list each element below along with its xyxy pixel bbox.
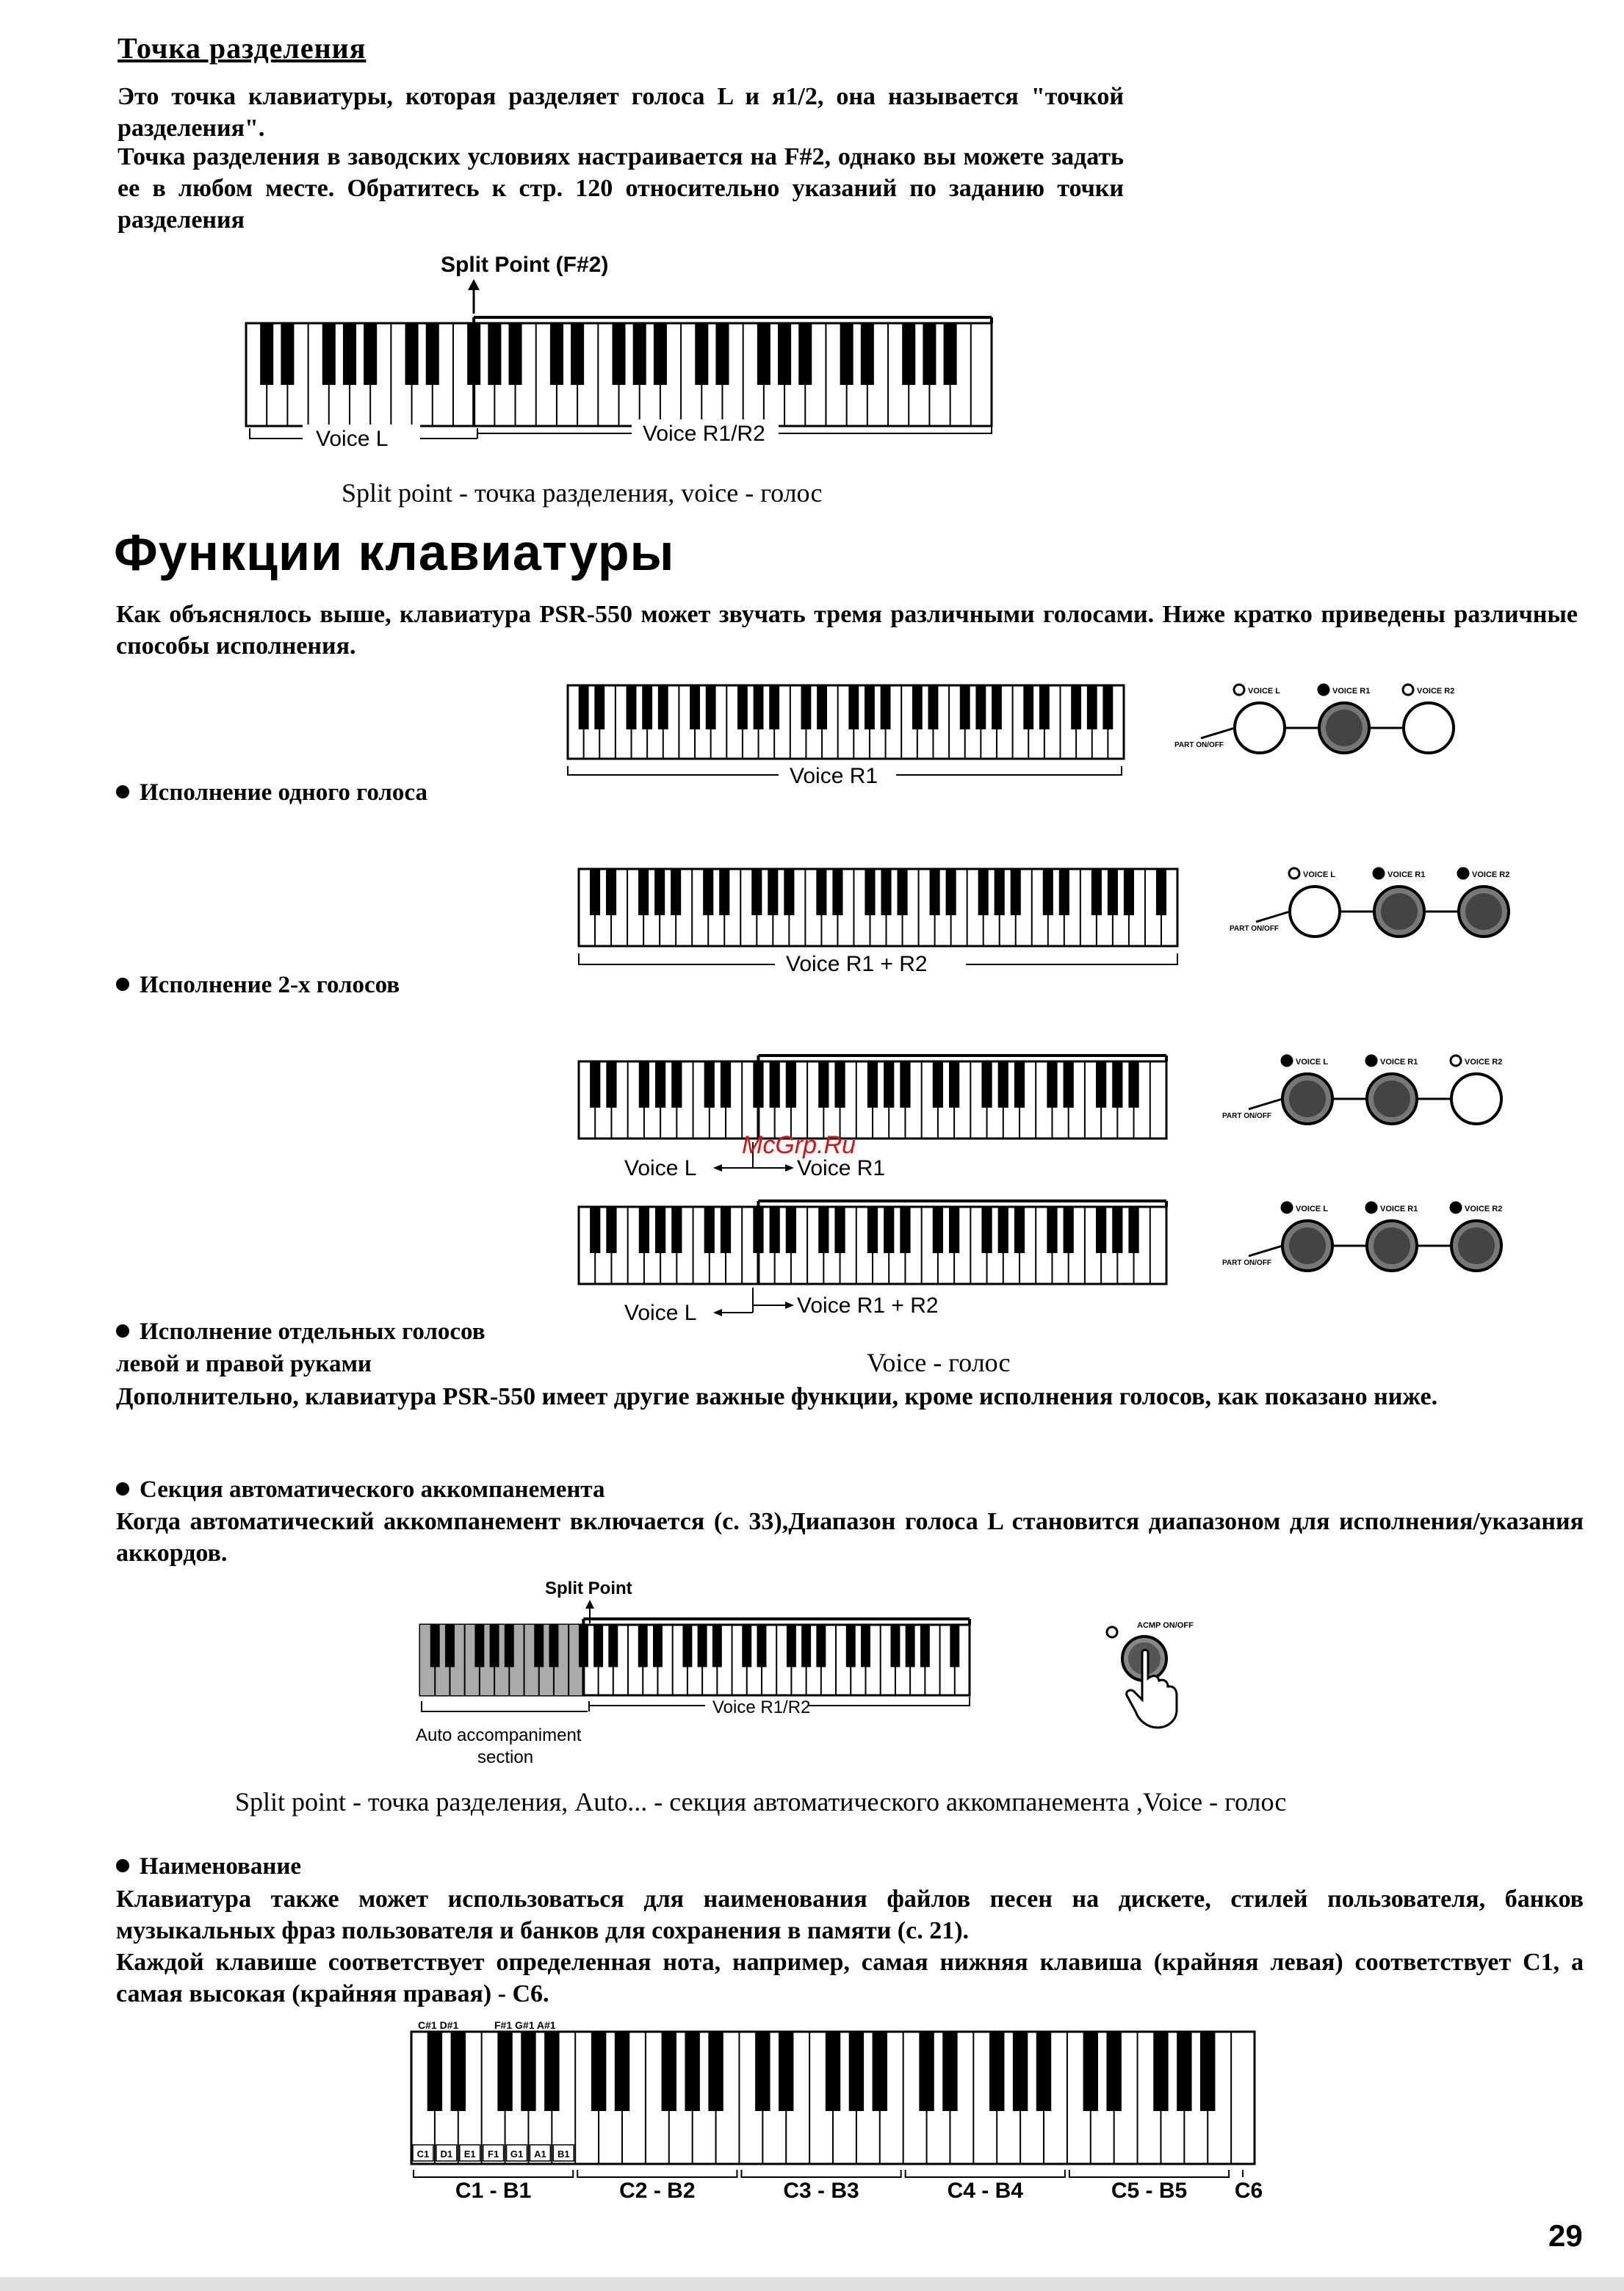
split-point-label: Split Point (F#2)	[441, 253, 609, 277]
paragraph-naming-1: Клавиатура также может использоваться для наименования файлов песен на дискете, стилей пользователя, банков музыкальных фраз пользователя и банков для сохранения в памяти (с. 21).	[116, 1886, 1584, 1944]
bullet-two-voices: Исполнение 2-х голосов	[116, 970, 400, 1001]
paragraph-additional-functions: Дополнительно, клавиатура PSR-550 имеет другие важные функции, кроме исполнения голосов, как показано ниже.	[116, 1383, 1438, 1410]
black-key	[427, 2032, 442, 2111]
paragraph-split-point-2: Точка разделения в заводских условиях настраивается на F#2, однако вы можете задать ее в любом месте. Обратитесь к стр. 120 относительно указаний по заданию точки разделения	[118, 143, 1124, 234]
voice-button-active	[1458, 1227, 1495, 1264]
black-key	[900, 1207, 910, 1253]
voice-indicator-lamp	[1318, 685, 1329, 695]
octave-range-label: C5 - B5	[1111, 2179, 1188, 2203]
black-key	[873, 2032, 887, 2111]
black-key	[642, 685, 652, 729]
voice-r1-r2-label: Voice R1 + R2	[797, 1294, 939, 1318]
black-key	[1091, 869, 1102, 915]
voice-button-label: VOICE L	[1248, 687, 1281, 696]
voice-indicator-lamp	[1366, 1202, 1376, 1213]
black-key	[606, 1061, 616, 1108]
keyboard-two-voices-figure	[577, 863, 1186, 988]
sharp-labels-1: C#1 D#1	[418, 2019, 459, 2031]
black-key	[778, 323, 791, 385]
black-key	[884, 1207, 894, 1253]
voice-indicator-lamp	[1374, 868, 1384, 878]
black-key	[1047, 1207, 1057, 1253]
black-key	[606, 1207, 616, 1253]
caption-auto-accompaniment: Split point - точка разделения, Auto... - секция автоматического аккомпанемента ,Voice - голос	[235, 1787, 1287, 1816]
black-key	[1124, 869, 1134, 915]
black-key	[834, 1061, 845, 1108]
black-key	[653, 1625, 663, 1667]
keyboard-split-voices-figure-2	[577, 1201, 1179, 1333]
black-key	[706, 685, 716, 729]
black-key	[1087, 685, 1097, 729]
split-point-label: Split Point	[545, 1579, 632, 1598]
voice-button-label: VOICE L	[1296, 1205, 1329, 1213]
black-key	[998, 1207, 1008, 1253]
black-key	[703, 869, 713, 915]
paragraph-naming-2: Каждой клавише соответствует определенная нота, например, самая нижняя клавиша (крайняя левая) соответствует С1, а самая высокая (крайняя правая) - С6.	[116, 1949, 1584, 2007]
black-key	[865, 869, 875, 915]
black-key	[690, 685, 700, 729]
black-key	[639, 1061, 649, 1108]
black-key	[786, 1207, 796, 1253]
voice-button-active	[1289, 1080, 1326, 1117]
black-key	[1013, 2032, 1028, 2111]
black-key	[801, 1625, 811, 1667]
voice-button	[1290, 887, 1340, 937]
black-key	[1096, 1207, 1106, 1253]
black-key	[897, 869, 907, 915]
black-key	[861, 323, 874, 385]
paragraph-split-point-1: Это точка клавиатуры, которая разделяет голоса L и я1/2, она называется "точкой разделения".	[118, 83, 1124, 142]
voice-l-label: Voice L	[624, 1301, 697, 1325]
black-key	[704, 1207, 715, 1253]
watermark: McGrp.Ru	[742, 1131, 856, 1159]
keyboard-one-voice-figure	[566, 679, 1138, 801]
black-key	[685, 2032, 699, 2111]
black-key	[818, 1061, 829, 1108]
auto-accompaniment-section-shading	[420, 1625, 583, 1695]
split-point-keyboard-figure	[242, 246, 999, 466]
black-key	[1059, 869, 1069, 915]
black-key	[906, 1625, 915, 1667]
voice-indicator-lamp	[1451, 1202, 1461, 1213]
black-key	[900, 1061, 910, 1108]
black-key	[1128, 1061, 1138, 1108]
voice-buttons-2	[1227, 863, 1520, 948]
section-heading-keyboard-functions: Функции клавиатуры	[114, 524, 675, 581]
black-key	[1153, 2032, 1168, 2111]
black-key	[881, 869, 891, 915]
black-key	[1106, 2032, 1121, 2111]
black-key	[754, 685, 764, 729]
black-key	[840, 323, 853, 385]
acmp-on-off-button-figure	[1102, 1616, 1234, 1733]
black-key	[861, 1625, 870, 1667]
white-note-label: F1	[488, 2149, 499, 2160]
black-key	[919, 2032, 934, 2111]
part-on-off-label: PART ON/OFF	[1222, 1112, 1272, 1120]
voice-indicator-lamp	[1458, 868, 1468, 878]
sharp-labels-2: F#1 G#1 A#1	[494, 2019, 556, 2031]
black-key	[1043, 869, 1053, 915]
black-key	[488, 323, 501, 385]
voice-l-label: Voice L	[316, 427, 389, 451]
black-key	[671, 869, 681, 915]
voice-button-label: VOICE R1	[1332, 687, 1371, 696]
bullet-one-voice: Исполнение одного голоса	[116, 777, 427, 809]
voice-r1-r2-label: Voice R1 + R2	[786, 952, 928, 976]
black-key	[784, 869, 794, 915]
keyboard-diagram	[568, 685, 1124, 759]
black-key	[1177, 2032, 1191, 2111]
black-key	[832, 869, 842, 915]
black-key	[1064, 1061, 1074, 1108]
black-key	[737, 685, 748, 729]
black-key	[509, 323, 522, 385]
black-key	[658, 685, 668, 729]
black-key	[1128, 1207, 1138, 1253]
voice-l-label: Voice L	[624, 1156, 697, 1180]
bullet-naming: Наименование	[116, 1851, 301, 1883]
black-key	[608, 1625, 618, 1667]
black-key	[834, 1207, 845, 1253]
voice-indicator-lamp	[1451, 1056, 1461, 1066]
black-key	[867, 1061, 878, 1108]
black-key	[445, 1625, 455, 1667]
black-key	[933, 1207, 943, 1253]
black-key	[884, 1061, 894, 1108]
voice-button-label: VOICE L	[1296, 1058, 1329, 1067]
black-key	[1014, 1207, 1025, 1253]
black-key	[849, 2032, 864, 2111]
white-note-label: B1	[557, 2149, 570, 2160]
voice-button	[1451, 1074, 1501, 1124]
voice-button-active	[1326, 710, 1363, 746]
black-key	[671, 1207, 682, 1253]
black-key	[981, 1207, 992, 1253]
part-on-off-label: PART ON/OFF	[1174, 741, 1224, 749]
black-key	[639, 1207, 649, 1253]
black-key	[818, 1207, 829, 1253]
black-key	[949, 1207, 959, 1253]
black-key	[755, 2032, 770, 2111]
black-key	[612, 323, 625, 385]
black-key	[654, 323, 667, 385]
white-note-label: E1	[463, 2149, 476, 2160]
voice-r1-label: Voice R1	[797, 1156, 886, 1180]
octave-bracket	[906, 2170, 1065, 2177]
octave-range-label: C2 - B2	[619, 2179, 696, 2203]
black-key	[655, 1061, 665, 1108]
black-key	[1023, 685, 1033, 729]
part-on-off-label: PART ON/OFF	[1222, 1259, 1272, 1267]
black-key	[787, 1625, 796, 1667]
black-key	[1047, 1061, 1057, 1108]
black-key	[770, 1061, 780, 1108]
voice-indicator-lamp	[1403, 685, 1413, 695]
black-key	[912, 685, 923, 729]
octave-range-label: C1 - B1	[455, 2179, 532, 2203]
black-key	[769, 685, 779, 729]
black-key	[826, 2032, 840, 2111]
black-key	[633, 323, 646, 385]
part-on-off-label: PART ON/OFF	[1230, 925, 1280, 933]
black-key	[638, 1625, 648, 1667]
black-key	[426, 323, 439, 385]
white-note-label: D1	[440, 2149, 453, 2160]
black-key	[950, 1625, 959, 1667]
keyboard-diagram	[420, 1619, 970, 1695]
black-key	[786, 1061, 796, 1108]
octave-bracket	[741, 2170, 901, 2177]
black-key	[1039, 685, 1050, 729]
voice-button-active	[1289, 1227, 1326, 1264]
voice-indicator-lamp	[1282, 1056, 1292, 1066]
black-key	[930, 869, 940, 915]
black-key	[343, 323, 356, 385]
black-key	[944, 323, 957, 385]
black-key	[615, 2032, 629, 2111]
black-key	[534, 1625, 544, 1667]
black-key	[817, 685, 827, 729]
black-key	[848, 685, 859, 729]
black-key	[364, 323, 377, 385]
black-key	[715, 323, 729, 385]
voice-indicator-lamp	[1289, 868, 1299, 878]
voice-button-label: VOICE R2	[1417, 687, 1455, 696]
black-key	[946, 869, 956, 915]
octave-bracket	[414, 2170, 573, 2177]
auto-accompaniment-label-2: section	[477, 1747, 534, 1767]
white-note-labels	[413, 2145, 574, 2161]
white-note-label: G1	[510, 2149, 524, 2160]
caption-voice: Voice - голос	[867, 1348, 1011, 1377]
voice-indicator-lamp	[1234, 685, 1244, 695]
black-key	[654, 869, 665, 915]
black-key	[1156, 869, 1166, 915]
voice-button-active	[1465, 893, 1502, 930]
voice-button-label: VOICE R2	[1465, 1205, 1503, 1213]
keyboard-diagram	[246, 317, 992, 426]
black-key	[801, 685, 812, 729]
keyboard-diagram	[579, 869, 1177, 946]
black-key	[1083, 2032, 1098, 2111]
black-key	[989, 2032, 1004, 2111]
black-key	[638, 869, 649, 915]
black-key	[928, 685, 939, 729]
black-key	[867, 1207, 878, 1253]
black-key	[992, 685, 1002, 729]
black-key	[497, 2032, 512, 2111]
range-labels	[414, 2170, 1263, 2203]
black-key	[606, 869, 616, 915]
black-key	[571, 323, 584, 385]
black-key	[1036, 2032, 1051, 2111]
black-key	[751, 869, 762, 915]
black-key	[920, 1625, 930, 1667]
black-key	[978, 869, 989, 915]
octave-range-label: C6	[1234, 2179, 1263, 2203]
voice-buttons-1	[1172, 679, 1455, 760]
black-key	[627, 685, 637, 729]
keyboard-diagram	[411, 2032, 1255, 2164]
black-key	[1112, 1061, 1122, 1108]
voice-buttons-4	[1219, 1197, 1513, 1282]
black-key	[779, 2032, 793, 2111]
black-key	[590, 1061, 600, 1108]
voice-button-active	[1374, 1080, 1410, 1117]
black-key	[260, 323, 273, 385]
voice-button	[1404, 703, 1454, 753]
black-key	[881, 685, 891, 729]
white-note-label: A1	[534, 2149, 546, 2160]
black-key	[865, 685, 875, 729]
voice-button-active	[1374, 1227, 1410, 1264]
section-heading-split-point: Точка разделения	[118, 32, 367, 65]
black-key	[942, 2032, 957, 2111]
voice-button-label: VOICE R1	[1380, 1058, 1418, 1067]
black-key	[1011, 869, 1021, 915]
black-key	[933, 1061, 943, 1108]
octave-range-label: C3 - B3	[783, 2179, 859, 2203]
black-key	[708, 2032, 723, 2111]
black-key	[544, 2032, 559, 2111]
paragraph-auto-accompaniment: Когда автоматический аккомпанемент включается (с. 33),Диапазон голоса L становится диапазоном для исполнения/указания аккордов.	[116, 1508, 1584, 1567]
voice-button-label: VOICE R2	[1465, 1058, 1503, 1067]
voice-indicator-lamp	[1282, 1202, 1292, 1213]
voice-r1-label: Voice R1	[790, 764, 878, 788]
auto-accompaniment-keyboard-figure	[411, 1572, 984, 1778]
white-note-label: C1	[416, 2149, 430, 2160]
black-key	[719, 869, 729, 915]
black-key	[662, 2032, 676, 2111]
acmp-button-label: ACMP ON/OFF	[1137, 1621, 1194, 1630]
black-key	[451, 2032, 466, 2111]
black-key	[490, 1625, 499, 1667]
bullet-auto-accompaniment: Секция автоматического аккомпанемента	[116, 1474, 605, 1506]
voice-button-label: VOICE R2	[1472, 870, 1510, 879]
black-key	[1112, 1207, 1122, 1253]
scan-bottom-edge	[0, 2277, 1624, 2291]
keyboard-split-voices-figure-1	[577, 1054, 1179, 1186]
black-key	[798, 323, 812, 385]
black-key	[998, 1061, 1008, 1108]
black-key	[742, 1625, 751, 1667]
black-key	[721, 1207, 731, 1253]
black-key	[655, 1207, 665, 1253]
black-key	[770, 1207, 780, 1253]
black-key	[430, 1625, 440, 1667]
paragraph-functions-intro: Как объяснялось выше, клавиатура PSR-550 может звучать тремя различными голосами. Ниже кратко приведены различные способы исполнения.	[116, 601, 1578, 660]
octave-bracket	[577, 2170, 737, 2177]
black-key	[757, 1625, 767, 1667]
black-key	[902, 323, 915, 385]
auto-accompaniment-label: Auto accompaniment	[416, 1725, 582, 1745]
black-key	[281, 323, 294, 385]
black-key	[1071, 685, 1081, 729]
black-key	[981, 1061, 992, 1108]
octave-range-label: C4 - B4	[947, 2179, 1023, 2203]
black-key	[579, 685, 589, 729]
black-key	[1102, 685, 1113, 729]
octave-bracket	[1069, 2170, 1229, 2177]
black-key	[995, 869, 1005, 915]
black-key	[1014, 1061, 1025, 1108]
black-key	[923, 323, 936, 385]
black-key	[474, 1625, 484, 1667]
black-key	[816, 869, 826, 915]
black-key	[768, 869, 778, 915]
naming-keyboard-figure	[408, 2013, 1289, 2203]
black-key	[712, 1625, 722, 1667]
voice-r-label: Voice R1/R2	[643, 422, 765, 446]
black-key	[890, 1625, 900, 1667]
voice-buttons-3	[1219, 1050, 1513, 1135]
keyboard-diagram	[579, 1201, 1166, 1284]
black-key	[590, 869, 600, 915]
black-key	[1200, 2032, 1215, 2111]
black-key	[549, 1625, 558, 1667]
black-key	[721, 1061, 731, 1108]
bullet-split-voices-line2: левой и правой руками	[116, 1351, 372, 1377]
black-key	[816, 1625, 826, 1667]
voice-button	[1235, 703, 1285, 753]
black-key	[960, 685, 970, 729]
voice-r1-r2-label: Voice R1/R2	[712, 1697, 811, 1717]
bullet-split-voices: Исполнение отдельных голосов	[116, 1316, 486, 1348]
voice-button-label: VOICE L	[1303, 870, 1336, 879]
voice-button-active	[1381, 893, 1418, 930]
black-key	[594, 685, 605, 729]
black-key	[695, 323, 708, 385]
black-key	[322, 323, 336, 385]
keyboard-diagram	[579, 1056, 1166, 1139]
black-key	[521, 2032, 535, 2111]
black-key	[949, 1061, 959, 1108]
black-key	[671, 1061, 682, 1108]
black-key	[975, 685, 986, 729]
black-key	[704, 1061, 715, 1108]
page-number: 29	[1548, 2218, 1583, 2253]
black-key	[590, 1207, 600, 1253]
black-key	[505, 1625, 514, 1667]
black-key	[698, 1625, 707, 1667]
black-key	[1108, 869, 1118, 915]
black-key	[682, 1625, 692, 1667]
black-key	[757, 323, 771, 385]
caption-split-point: Split point - точка разделения, voice - голос	[342, 478, 823, 508]
black-key	[550, 323, 563, 385]
black-key	[405, 323, 419, 385]
black-key	[1096, 1061, 1106, 1108]
black-key	[1064, 1207, 1074, 1253]
voice-indicator-lamp	[1366, 1056, 1376, 1066]
black-key	[593, 1625, 603, 1667]
black-key	[846, 1625, 856, 1667]
voice-button-label: VOICE R1	[1380, 1205, 1418, 1213]
voice-button-label: VOICE R1	[1387, 870, 1426, 879]
black-key	[591, 2032, 606, 2111]
